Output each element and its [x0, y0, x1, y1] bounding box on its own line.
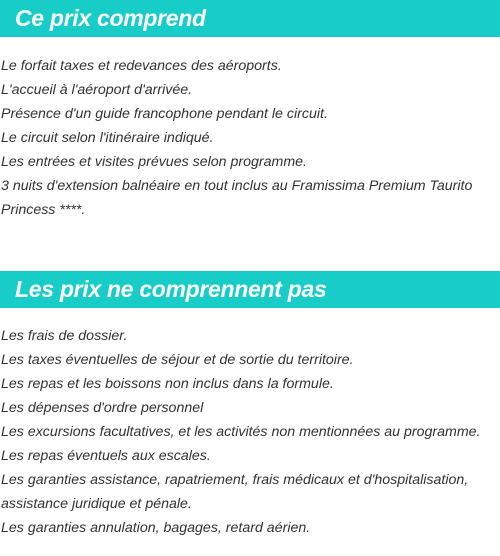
included-section-title: Ce prix comprend [15, 5, 206, 31]
list-item: Les garanties annulation, bagages, retard aérien. [1, 520, 311, 536]
list-item: Les repas éventuels aux escales. [1, 448, 211, 464]
list-item: Le forfait taxes et redevances des aéroports. [1, 58, 282, 74]
list-item: Présence d'un guide francophone pendant le circuit. [1, 106, 328, 122]
list-item: Les entrées et visites prévues selon programme. [1, 154, 307, 170]
list-item: Les excursions facultatives, et les activités non mentionnées au programme. [1, 424, 481, 440]
excluded-section-header [0, 271, 500, 308]
excluded-items-list [1, 324, 497, 540]
list-item: Les garanties assistance, rapatriement, frais médicaux et d'hospitalisation, assistance juridique et pénale. [1, 472, 469, 512]
list-item: Le circuit selon l'itinéraire indiqué. [1, 130, 214, 146]
list-item: Les frais de dossier. [1, 328, 128, 344]
list-item: Les dépenses d'ordre personnel [1, 400, 204, 416]
list-item: Les taxes éventuelles de séjour et de sortie du territoire. [1, 352, 354, 368]
list-item: 3 nuits d'extension balnéaire en tout inclus au Framissima Premium Taurito Princess ****. [1, 178, 473, 218]
list-item: L'accueil à l'aéroport d'arrivée. [1, 82, 193, 98]
list-item: Les repas et les boissons non inclus dans la formule. [1, 376, 334, 392]
included-items-list [1, 54, 497, 222]
included-section-header [0, 0, 500, 37]
excluded-section-title: Les prix ne comprennent pas [15, 276, 327, 302]
